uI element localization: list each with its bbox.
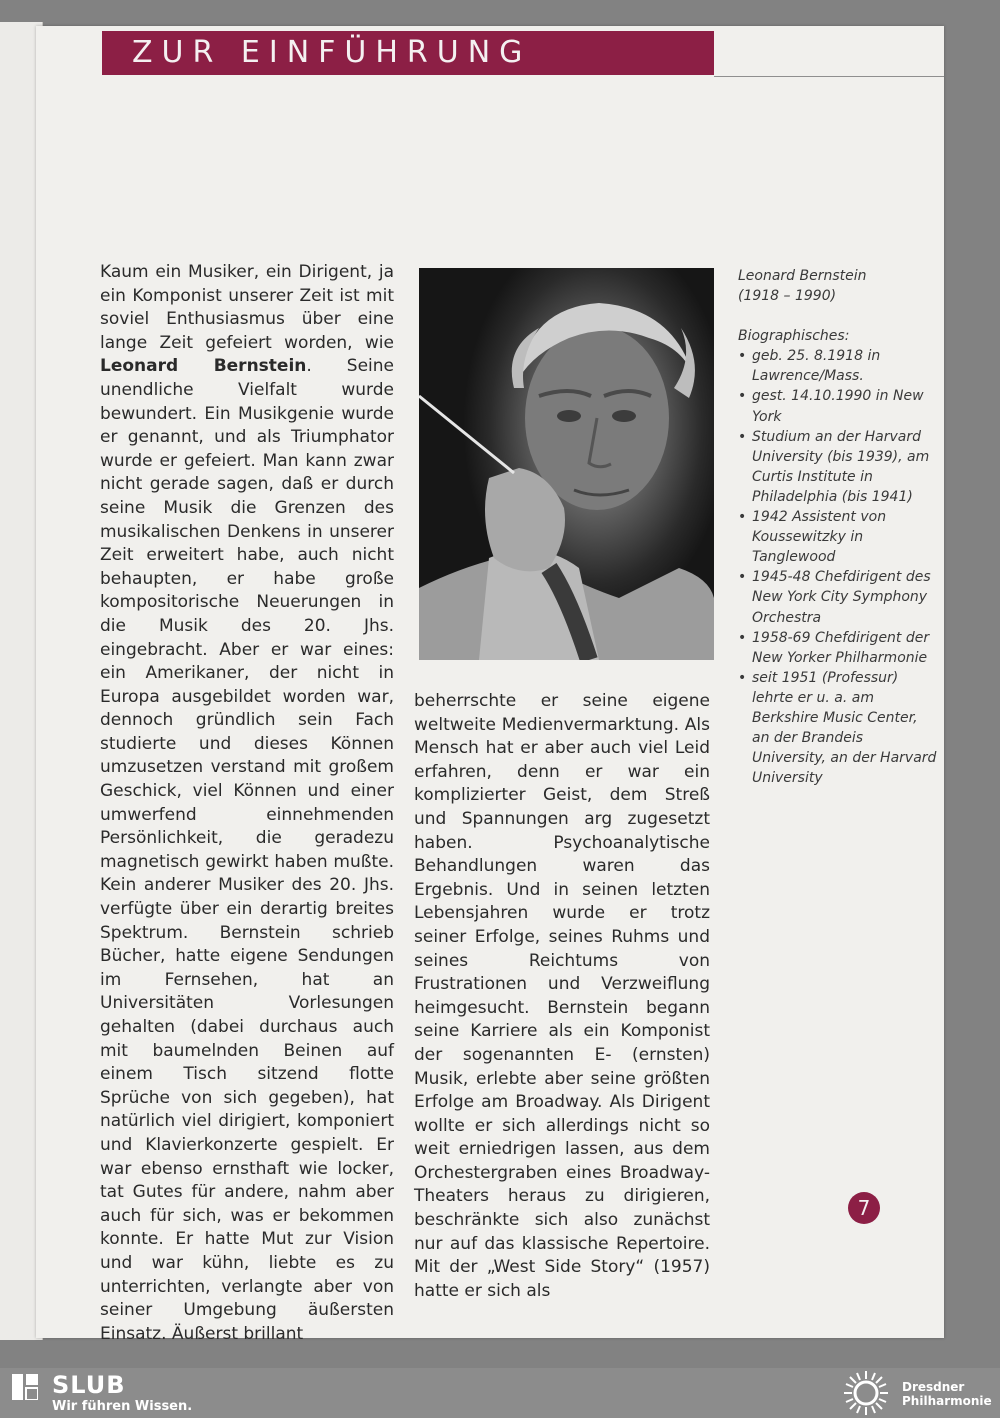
biography-item: • geb. 25. 8.1918 in Lawrence/Mass.: [738, 346, 938, 386]
biography-item: • 1958-69 Chefdirigent der New Yorker Philharmonie: [738, 628, 938, 668]
section-title: ZUR EINFÜHRUNG: [132, 35, 532, 70]
article-column-2: beherrschte er seine eigene weltweite Medienvermarktung. Als Mensch hat er aber auch viel Leid erfahren, denn er war ein komplizierter Geist, dem Streß und Spannungen arg zugesetzt haben. Psychoanalytische Behandlungen waren das Ergebnis. Und in seinen letzten Lebensjahren wurde er trotz seiner Erfolge, seines Ruhms und seines Reichtums von Frustrationen und Verzweiflung heimgesucht. Bernstein begann seine Karriere als ein Komponist der sogenannten E- (ernsten) Musik, erlebte aber seine größten Erfolge am Broadway. Als Dirigent wollte er sich allerdings nicht so weit erniedrigen lassen, aus dem Orchestergraben eines Broadway-Theaters heraus zu dirigieren, beschränkte sich also zunächst nur auf das klassische Repertoire. Mit der „West Side Story“ (1957) hatte er sich als: [414, 691, 710, 1301]
biography-item: • gest. 14.10.1990 in New York: [738, 386, 938, 426]
article-continuation: . Seine unendliche Vielfalt wurde bewundert. Ein Musikgenie wurde er genannt, und als Triumphator wurde er gefeiert. Man kann zwar nicht gerade sagen, daß er durch seine Musik die Grenzen des musikalischen Denkens in unserer Zeit erweitert habe, auch nicht behaupten, er habe große kompositorische Neuerungen in die Musik des 20. Jhs. eingebracht. Aber er war eines: ein Amerikaner, der nicht in Europa ausgebildet worden war, dennoch gründlich sein Fach studierte und dieses Können umzusetzen verstand mit großem Geschick, viel Können und einer umwerfend einnehmenden Persönlichkeit, die geradezu magnetisch gewirkt haben mußte. Kein anderer Musiker des 20. Jhs. verfügte über ein derartig breites Spektrum. Bernstein schrieb Bücher, hatte eigene Sendungen im Fernsehen, hat an Universitäten Vorlesungen gehalten (dabei durchaus auch mit baumelnden Beinen auf einem Tisch sitzend flotte Sprüche von sich gegeben), hat natürlich viel dirigiert, komponiert und Klavierkonzerte gespielt. Er war ebenso ernsthaft wie locker, tat Gutes für andere, nahm aber auch für sich, was er bekommen konnte. Er hatte Mut zur Vision und war kühn, liebte es zu unterrichten, verlangte aber von seiner Umgebung äußersten Einsatz. Äußerst brillant: [100, 356, 394, 1344]
caption-years: (1918 – 1990): [738, 288, 837, 305]
portrait-photo: [419, 268, 714, 660]
partner-name-line2: Philharmonie: [902, 1394, 992, 1408]
biography-heading: Biographisches:: [738, 328, 850, 345]
photo-caption: [738, 266, 938, 306]
brochure-page: [36, 26, 944, 1344]
biography-list: [738, 346, 938, 788]
slub-tagline: Wir führen Wissen.: [52, 1399, 193, 1414]
portrait-illustration: [419, 268, 714, 660]
biography-item: • seit 1951 (Professur) lehrte er u. a. am Berkshire Music Center, an der Brandeis University, an der Harvard University: [738, 668, 938, 789]
slub-logo-icon[interactable]: [12, 1374, 38, 1400]
highlighted-name: Leonard Bernstein: [100, 356, 307, 377]
caption-name: Leonard Bernstein: [738, 268, 867, 284]
partner-name[interactable]: [902, 1380, 992, 1408]
article-column-1: [100, 261, 394, 1346]
section-header-bar: [102, 31, 714, 75]
slub-name[interactable]: SLUB: [52, 1371, 126, 1399]
partner-name-line1: Dresdner: [902, 1380, 965, 1394]
sunburst-logo-icon[interactable]: [842, 1369, 890, 1417]
biography-item: • Studium an der Harvard University (bis 1939), am Curtis Institute in Philadelphia (bis 1941): [738, 427, 938, 507]
page-number: 7: [848, 1192, 880, 1224]
biography-sidebar: [738, 266, 938, 788]
biography-item: • 1945-48 Chefdirigent des New York City Symphony Orchestra: [738, 567, 938, 627]
footer-bar: [0, 1368, 1000, 1418]
biography-item: • 1942 Assistent von Koussewitzky in Tanglewood: [738, 507, 938, 567]
header-rule: [714, 76, 944, 77]
article-intro: Kaum ein Musiker, ein Dirigent, ja ein Komponist unserer Zeit ist mit soviel Enthusiasmus über eine lange Zeit gefeiert worden, wie: [100, 262, 394, 353]
